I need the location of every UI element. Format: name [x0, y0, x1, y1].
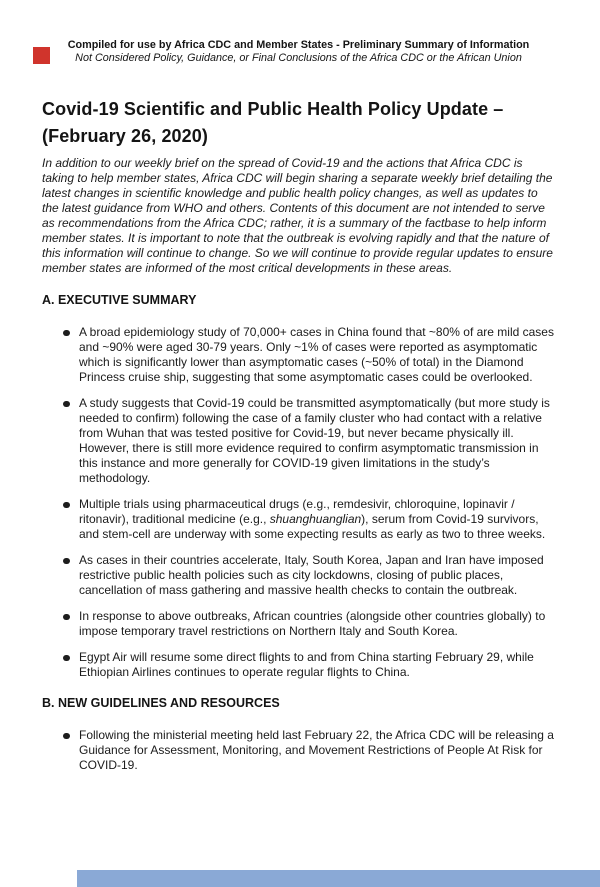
bullet-icon: [63, 502, 70, 509]
bullet-item: [42, 325, 555, 385]
bullet-item: [42, 553, 555, 598]
page-title-line2: (February 26, 2020): [42, 126, 208, 146]
intro-paragraph: In addition to our weekly brief on the spread of Covid-19 and the actions that Africa CDC is taking to help member states, Africa CDC will begin sharing a separate weekly brief detailing the latest changes in scientific knowledge and public health policy changes, as well as updates to the latest guidance from WHO and others. Contents of this document are not intended to serve as recommendations from the Africa CDC; rather, it is a summary of the factbase to help inform member states. It is important to note that the outbreak is evolving rapidly and that the nature of this information will continue to change. So we will continue to provide regular updates to ensure member states are informed of the most critical developments in these areas.: [42, 156, 553, 275]
bullet-text: A broad epidemiology study of 70,000+ cases in China found that ~80% of are mild cases and ~90% were aged 30-79 years. Only ~1% of cases were reported as asymptomatic which is significantly lower than asymptomatic cases (~50% of total) in the Diamond Princess cruise ship, suggesting that some asymptomatic cases could be overlooked.: [79, 325, 554, 384]
bullet-icon: [63, 614, 70, 621]
header-disclaimer-line: Not Considered Policy, Guidance, or Final Conclusions of the Africa CDC or the African Union: [75, 52, 522, 64]
bullet-icon: [63, 330, 70, 337]
page-title: [42, 96, 555, 150]
red-square-marker: [33, 47, 50, 64]
header-compiled-line: Compiled for use by Africa CDC and Member States - Preliminary Summary of Information: [67, 39, 530, 51]
section-a-bullet-list: [42, 325, 555, 680]
section-b-heading: B. NEW GUIDELINES AND RESOURCES: [42, 696, 280, 710]
page-title-line1: Covid-19 Scientific and Public Health Policy Update –: [42, 99, 504, 119]
bullet-item: [42, 609, 555, 639]
section-a-heading: A. EXECUTIVE SUMMARY: [42, 293, 197, 307]
document-header: [42, 39, 555, 65]
bullet-icon: [63, 401, 70, 408]
bullet-text: [79, 497, 545, 541]
bullet-text: In response to above outbreaks, African countries (alongside other countries globally) to impose temporary travel restrictions on Northern Italy and South Korea.: [79, 609, 546, 638]
bullet-icon: [63, 655, 70, 662]
section-b-bullet-list: [42, 728, 555, 773]
bullet-icon: [63, 733, 70, 740]
bullet-text: A study suggests that Covid-19 could be transmitted asymptomatically (but more study is needed to confirm) following the case of a family cluster who had contact with a relative from Wuhan that was tested positive for Covid-19, but never became physically ill. However, there is still more evidence required to confirm asymptomatic transmission in this instance and more generally for COVID-19 given limitations in the study’s methodology.: [79, 396, 550, 485]
bullet-icon: [63, 558, 70, 565]
bullet-text: Following the ministerial meeting held last February 22, the Africa CDC will be releasing a Guidance for Assessment, Monitoring, and Movement Restrictions of People At Risk for COVID-19.: [79, 728, 554, 772]
bottom-blue-bar: [77, 870, 600, 887]
bullet-text: As cases in their countries accelerate, Italy, South Korea, Japan and Iran have imposed restrictive public health policies such as city lockdowns, closing of public places, cancellation of mass gathering and massive health checks to contain the outbreak.: [79, 553, 544, 597]
bullet-item: [42, 650, 555, 680]
bullet-text-post: ), serum from Covid-19 survivors, and stem-cell are underway with some expecting results as early as two to three weeks.: [79, 512, 546, 541]
document-page: [0, 39, 600, 773]
bullet-item: [42, 728, 555, 773]
bullet-text-pre: Multiple trials using pharmaceutical drugs (e.g., remdesivir, chloroquine, lopinavir / ritonavir), traditional medicine (e.g.,: [79, 497, 515, 526]
bullet-item: [42, 396, 555, 486]
bullet-text: Egypt Air will resume some direct flights to and from China starting February 29, while Ethiopian Airlines continues to operate regular flights to China.: [79, 650, 534, 679]
bullet-text-italic-term: shuanghuanglian: [269, 512, 362, 526]
bullet-item: [42, 497, 555, 542]
